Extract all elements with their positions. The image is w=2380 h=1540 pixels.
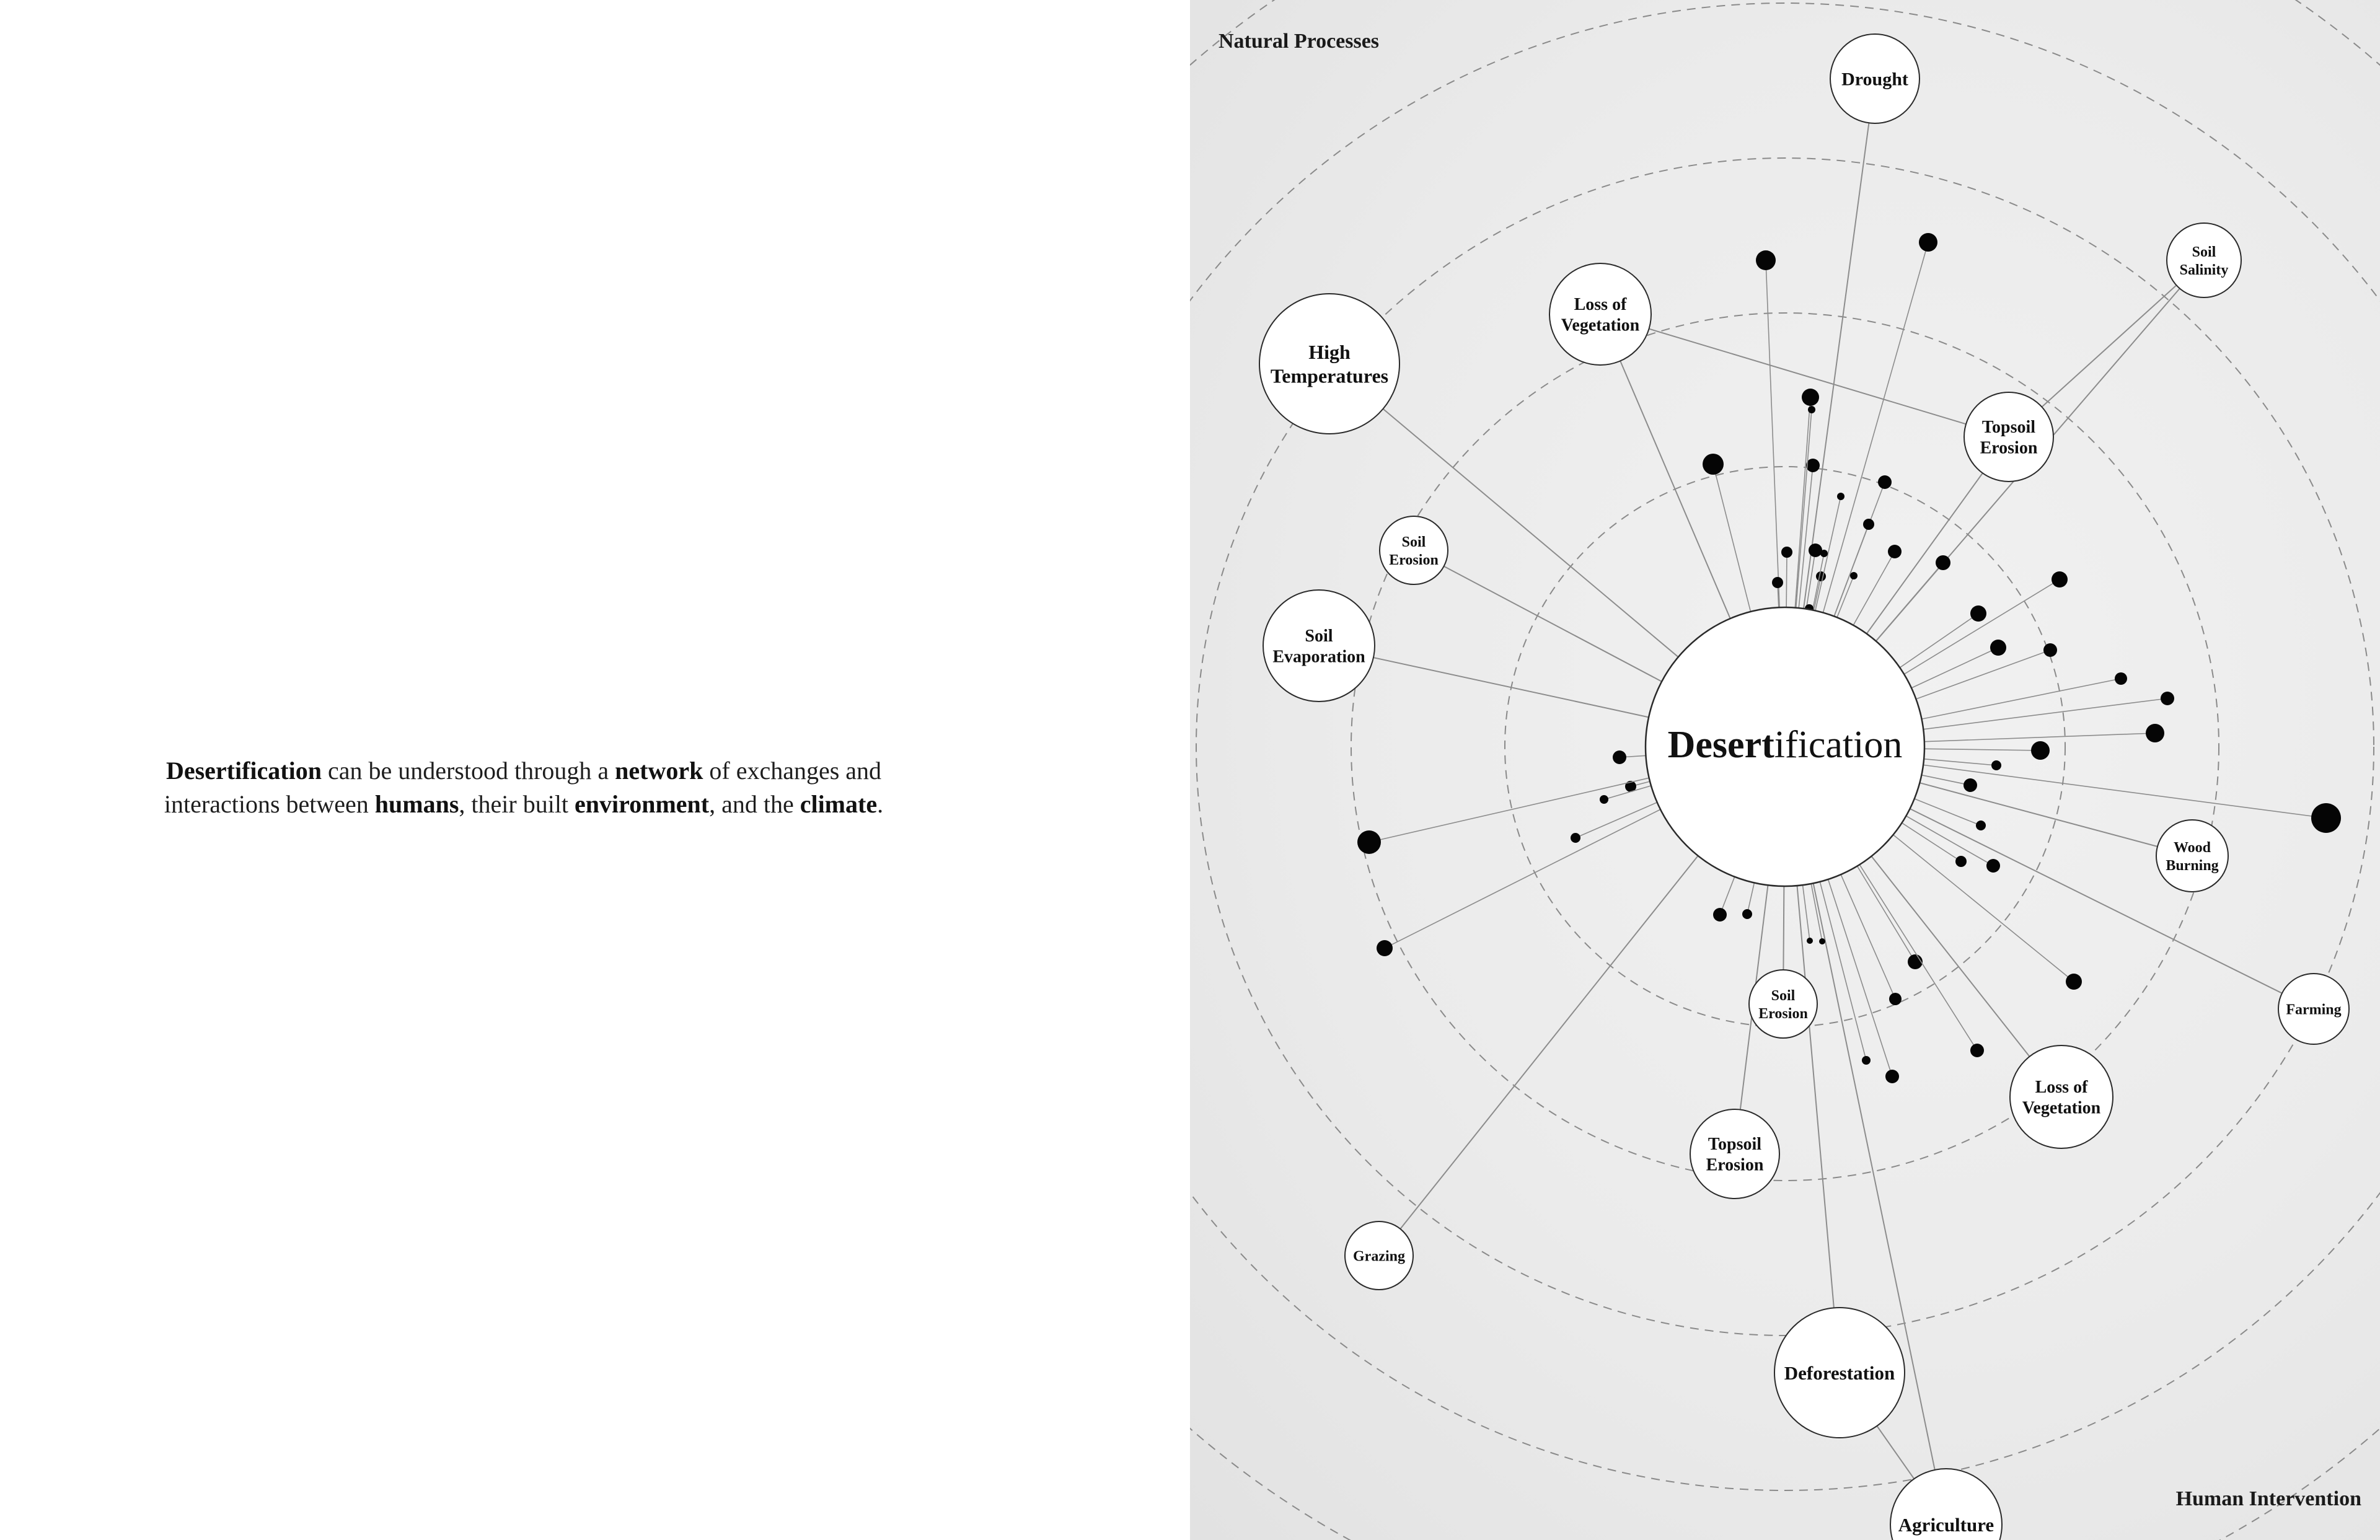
network-dot bbox=[1991, 760, 2001, 770]
dot-spoke bbox=[1922, 679, 2121, 719]
node-label-line: Erosion bbox=[1389, 552, 1439, 568]
node-label-line: Grazing bbox=[1353, 1248, 1405, 1265]
intro-term-humans: humans bbox=[374, 790, 459, 818]
network-dot bbox=[1955, 856, 1967, 867]
network-dot bbox=[1816, 571, 1826, 581]
network-dot bbox=[1806, 459, 1820, 472]
network-dot bbox=[1986, 859, 2000, 873]
center-title-bold: Desert bbox=[1667, 724, 1774, 766]
node-label-line: Wood bbox=[2173, 840, 2211, 856]
dot-spoke bbox=[1924, 759, 1996, 765]
node-label bbox=[1898, 1514, 1994, 1536]
dot-spoke bbox=[1369, 778, 1649, 842]
dot-spoke bbox=[1814, 576, 1821, 610]
node-label-line: Evaporation bbox=[1272, 647, 1365, 667]
network-dot bbox=[1809, 543, 1822, 557]
node-soil-salinity bbox=[2167, 223, 2241, 297]
network-dot bbox=[1970, 605, 1986, 622]
node-label-line: Deforestation bbox=[1784, 1362, 1895, 1384]
link-chain bbox=[1649, 329, 1967, 425]
node-wood-burning bbox=[2156, 820, 2228, 892]
natural-processes-label: Natural Processes bbox=[1219, 30, 1380, 53]
dot-spoke bbox=[1923, 698, 2167, 729]
link-soil-evaporation bbox=[1373, 658, 1649, 717]
network-dot bbox=[2311, 803, 2341, 833]
intro-text-segment: can be understood through a bbox=[321, 757, 615, 785]
node-loss-of-vegetation-top bbox=[1549, 263, 1651, 365]
network-dot bbox=[1713, 908, 1727, 922]
node-soil-erosion-bottom bbox=[1749, 970, 1817, 1038]
network-dot bbox=[1837, 493, 1844, 500]
dot-spoke bbox=[1904, 579, 2060, 674]
center-node bbox=[1646, 607, 1924, 886]
dot-spoke bbox=[1820, 882, 1866, 1060]
network-dot bbox=[2043, 643, 2057, 657]
dot-spoke bbox=[1786, 552, 1787, 607]
node-circle bbox=[1263, 590, 1375, 702]
network-dot bbox=[1919, 233, 1937, 252]
network-dot bbox=[1600, 795, 1608, 804]
dot-spoke bbox=[1834, 524, 1869, 616]
network-dot bbox=[1807, 938, 1813, 944]
node-label-line: High bbox=[1308, 341, 1351, 363]
dot-spoke bbox=[1837, 576, 1854, 617]
dot-spoke bbox=[1923, 765, 2326, 818]
link-loss-of-vegetation-top bbox=[1620, 361, 1730, 618]
network-dot bbox=[1990, 640, 2006, 656]
dot-spoke bbox=[1823, 242, 1928, 613]
dot-spoke bbox=[1766, 260, 1779, 607]
link-chain bbox=[2042, 285, 2176, 407]
node-circle bbox=[1690, 1109, 1779, 1199]
network-dot bbox=[1357, 830, 1381, 854]
network-dot bbox=[1885, 1070, 1899, 1083]
node-label-line: Soil bbox=[1305, 627, 1333, 646]
network-dot bbox=[1976, 821, 1986, 830]
desertification-network-diagram bbox=[1190, 0, 2380, 1540]
intro-text-segment: of exchanges and interactions between bbox=[164, 757, 882, 818]
node-label-line: Erosion bbox=[1980, 438, 2038, 458]
link-soil-erosion-top bbox=[1444, 566, 1662, 682]
node-label-line: Topsoil bbox=[1981, 418, 2036, 437]
network-dot bbox=[1878, 475, 1892, 489]
dot-spoke bbox=[1713, 464, 1751, 612]
network-dot bbox=[2161, 692, 2174, 705]
center-title bbox=[1668, 724, 1903, 766]
network-dot bbox=[1703, 454, 1724, 475]
intro-term-climate: climate bbox=[800, 790, 878, 818]
dot-spoke bbox=[1921, 775, 1970, 785]
node-label-line: Erosion bbox=[1706, 1155, 1764, 1175]
network-dot bbox=[1819, 938, 1825, 944]
intro-term-desertification: Desertification bbox=[165, 757, 322, 785]
link-soil-erosion-bottom bbox=[1783, 886, 1784, 970]
node-label bbox=[2286, 1001, 2341, 1018]
node-label-line: Farming bbox=[2286, 1001, 2342, 1018]
node-soil-evaporation bbox=[1263, 590, 1375, 702]
node-label-line: Salinity bbox=[2179, 262, 2229, 278]
network-dot bbox=[2066, 974, 2082, 990]
dot-spoke bbox=[1924, 749, 2040, 750]
intro-text bbox=[112, 754, 936, 821]
node-circle bbox=[1380, 516, 1448, 584]
node-label-line: Vegetation bbox=[1561, 315, 1640, 335]
node-label-line: Loss of bbox=[1574, 295, 1627, 314]
network-dot bbox=[1377, 940, 1393, 956]
node-deforestation bbox=[1774, 1308, 1905, 1438]
node-circle bbox=[2156, 820, 2228, 892]
intro-term-environment: environment bbox=[575, 790, 710, 818]
node-circle bbox=[1964, 392, 2053, 482]
node-topsoil-erosion-bottom bbox=[1690, 1109, 1779, 1199]
diagram-panel bbox=[1190, 0, 2380, 1540]
intro-text-segment: . bbox=[877, 790, 884, 818]
dot-spoke bbox=[1813, 553, 1824, 610]
dot-spoke bbox=[1915, 799, 1981, 825]
dot-spoke bbox=[1924, 733, 2155, 742]
network-dot bbox=[1889, 993, 1902, 1005]
node-label bbox=[1353, 1248, 1405, 1264]
node-label-line: Loss of bbox=[2035, 1078, 2088, 1097]
network-dot bbox=[2052, 571, 2068, 587]
intro-text-segment: , and the bbox=[709, 790, 800, 818]
node-label-line: Burning bbox=[2166, 857, 2219, 874]
intro-term-network: network bbox=[615, 757, 703, 785]
node-label-line: Soil bbox=[2192, 244, 2216, 260]
node-circle bbox=[1549, 263, 1651, 365]
dot-spoke bbox=[1796, 410, 1812, 608]
network-dot bbox=[1756, 250, 1776, 270]
network-dot bbox=[1802, 389, 1819, 406]
network-dot bbox=[1808, 406, 1815, 413]
node-soil-erosion-top bbox=[1380, 516, 1448, 584]
node-grazing bbox=[1345, 1221, 1413, 1290]
network-dot bbox=[1742, 909, 1752, 919]
network-dot bbox=[1963, 778, 1977, 792]
node-agriculture bbox=[1890, 1469, 2002, 1540]
network-dot bbox=[1781, 547, 1792, 558]
center-title-rest: ification bbox=[1774, 724, 1903, 766]
network-dot bbox=[1820, 550, 1828, 557]
link-deforestation bbox=[1797, 886, 1834, 1308]
dot-spoke bbox=[1841, 874, 1895, 999]
dot-spoke bbox=[1576, 803, 1657, 838]
node-farming bbox=[2278, 974, 2349, 1044]
network-dot bbox=[1970, 1044, 1984, 1057]
node-drought bbox=[1830, 34, 1919, 123]
node-label bbox=[1784, 1362, 1895, 1384]
node-circle bbox=[2010, 1045, 2113, 1148]
network-dot bbox=[2031, 741, 2050, 760]
dot-spoke bbox=[1803, 885, 1810, 941]
intro-text-segment: , their built bbox=[459, 790, 575, 818]
network-dot bbox=[1571, 833, 1580, 843]
node-label-line: Soil bbox=[1401, 534, 1426, 550]
network-dot bbox=[2115, 672, 2127, 685]
node-circle bbox=[2167, 223, 2241, 297]
link-farming bbox=[1910, 809, 2282, 993]
dot-spoke bbox=[1385, 809, 1660, 948]
node-loss-of-vegetation-bottom bbox=[2010, 1045, 2113, 1148]
network-dot bbox=[1888, 545, 1902, 558]
link-loss-of-vegetation-bottom bbox=[1871, 856, 2029, 1057]
link-wood-burning bbox=[1919, 783, 2157, 847]
link-chain bbox=[1877, 1426, 1914, 1479]
link-topsoil-erosion-top bbox=[1867, 473, 1983, 633]
network-dot bbox=[1936, 555, 1950, 570]
dot-spoke bbox=[1853, 552, 1895, 625]
dot-spoke bbox=[1857, 866, 1915, 962]
link-drought bbox=[1804, 123, 1869, 609]
node-high-temperatures bbox=[1259, 294, 1399, 434]
network-dot bbox=[1863, 519, 1874, 530]
node-label-line: Soil bbox=[1771, 988, 1796, 1004]
network-dot bbox=[1850, 572, 1858, 579]
human-intervention-label: Human Intervention bbox=[2175, 1487, 2361, 1510]
dot-spoke bbox=[1900, 614, 1978, 667]
node-label-line: Vegetation bbox=[2022, 1098, 2101, 1118]
network-dot bbox=[2146, 724, 2164, 742]
network-dot bbox=[1908, 954, 1923, 969]
dot-spoke bbox=[1916, 650, 2050, 699]
node-circle bbox=[1259, 294, 1399, 434]
network-dot bbox=[1613, 750, 1626, 764]
dot-spoke bbox=[1811, 884, 1822, 941]
network-dot bbox=[1862, 1056, 1871, 1065]
node-label-line: Topsoil bbox=[1708, 1135, 1762, 1154]
node-label-line: Drought bbox=[1841, 69, 1908, 90]
node-topsoil-erosion-top bbox=[1964, 392, 2053, 482]
node-label-line: Temperatures bbox=[1270, 364, 1389, 387]
node-circle bbox=[1749, 970, 1817, 1038]
link-grazing bbox=[1400, 856, 1698, 1229]
dot-spoke bbox=[1911, 648, 1998, 688]
node-label bbox=[1841, 69, 1908, 90]
node-label-line: Erosion bbox=[1758, 1005, 1808, 1022]
node-label-line: Agriculture bbox=[1898, 1513, 1994, 1536]
network-dot bbox=[1772, 577, 1783, 588]
